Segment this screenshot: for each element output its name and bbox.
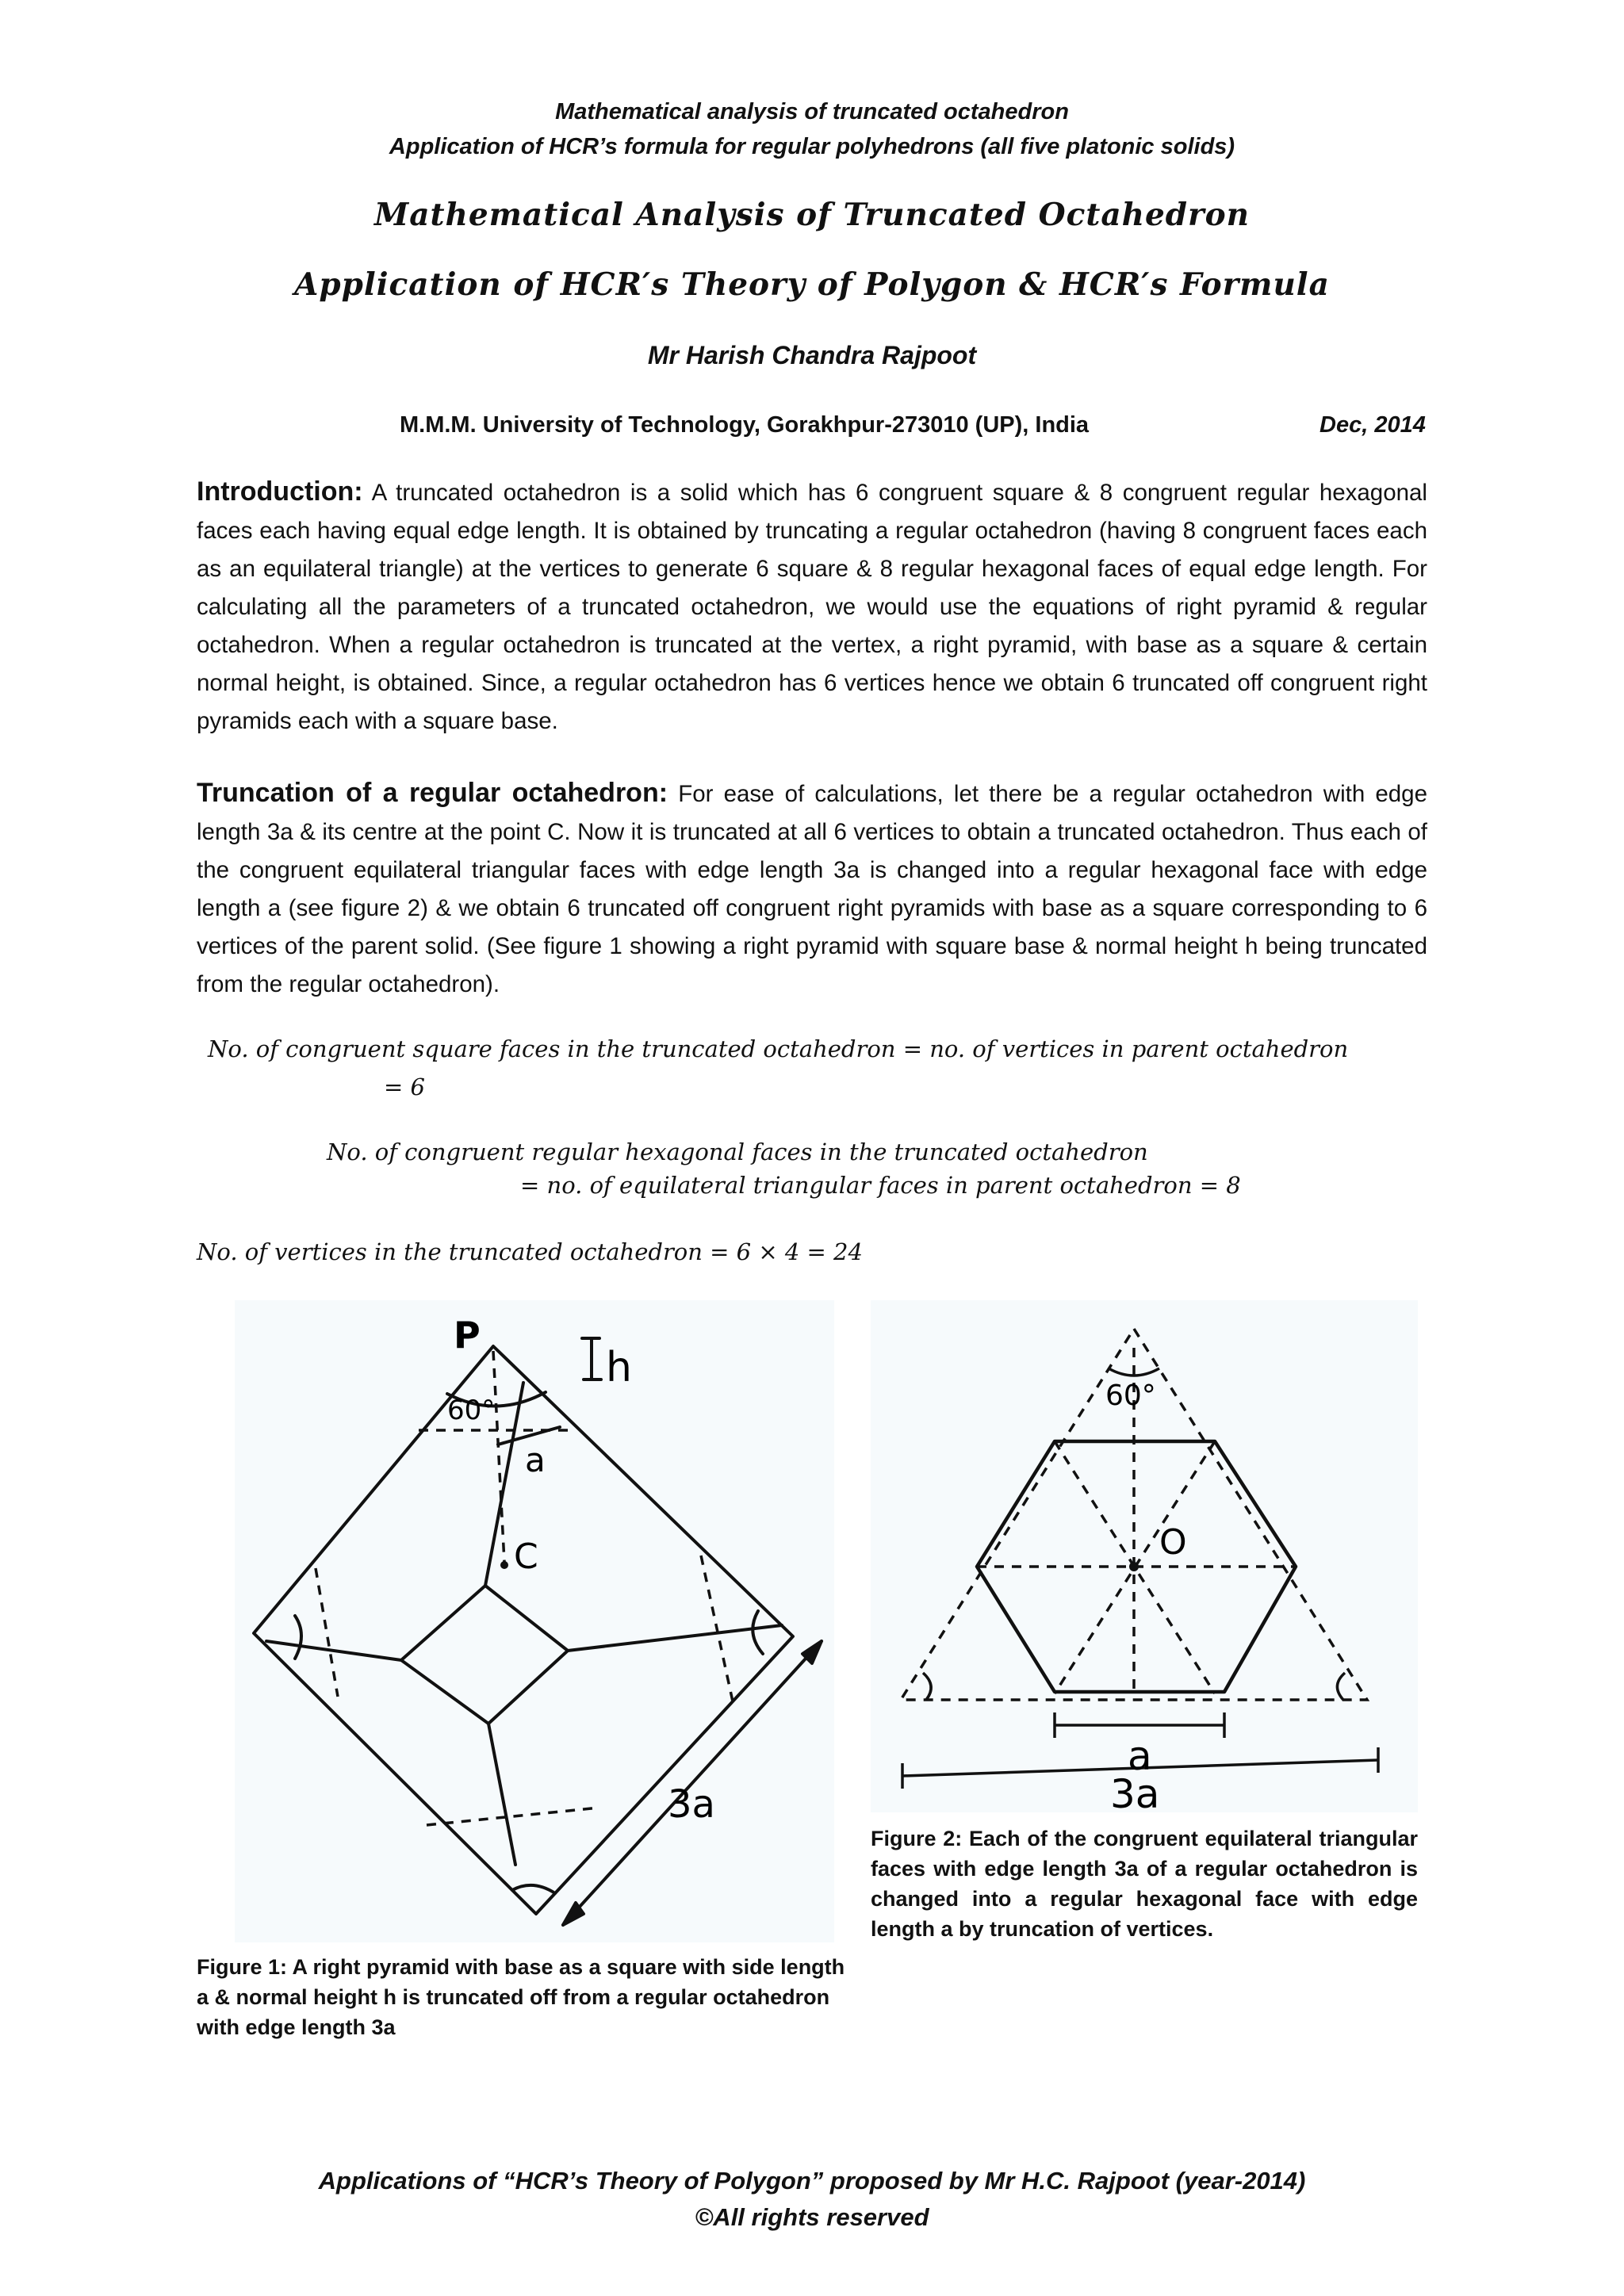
paper-title-line2: Application of HCR′s Theory of Polygon & HCR′s Formula xyxy=(294,266,1330,303)
label-angle-60: 60° xyxy=(447,1395,496,1426)
label-side-3a: 3a xyxy=(668,1782,715,1827)
running-header-line1: Mathematical analysis of truncated octahedron xyxy=(555,99,1069,124)
centre-point xyxy=(1129,1562,1139,1571)
bottom-edge xyxy=(488,1724,515,1865)
label-side-3a: 3a xyxy=(1110,1771,1160,1812)
truncation-text: For ease of calculations, let there be a regular octahedron with edge length 3a & its centre at the point C. Now it is truncated at all 6 vertices to obtain a truncated octahedron. Thus each of the congruent equilateral triangular faces with edge length 3a is changed into a regular hexagonal face with edge length a (see figure 2) & we obtain 6 truncated off congruent right pyramids with base as a square corresponding to 6 vertices of the parent solid. (See figure 1 showing a right pyramid with square base & normal height h being truncated from the regular octahedron). xyxy=(197,781,1427,997)
figure-1-caption: Figure 1: A right pyramid with base as a square with side length a & normal height h is truncated off from a regular octahedron with edge length 3a xyxy=(197,1955,845,2039)
running-header-line2: Application of HCR’s formula for regular polyhedrons (all five platonic solids) xyxy=(389,134,1235,159)
affiliation: M.M.M. University of Technology, Gorakhpur-273010 (UP), India xyxy=(400,412,1090,438)
truncation-line-left xyxy=(316,1568,338,1697)
left-angle-arc xyxy=(923,1673,931,1700)
equation-square-faces: No. of congruent square faces in the truncated octahedron = no. of vertices in parent octahedron xyxy=(208,1035,1349,1062)
label-edge-a: a xyxy=(1128,1733,1152,1779)
truncation-line-bottom xyxy=(427,1808,599,1825)
publication-date: Dec, 2014 xyxy=(1320,412,1426,438)
equation-hexagonal-faces: No. of congruent regular hexagonal faces in the truncated octahedron xyxy=(327,1138,1148,1165)
introduction-text: A truncated octahedron is a solid which has 6 congruent square & 8 congruent regular hexagonal faces each having equal edge length. It is obtained by truncating a regular octahedron (having 8 congruent faces each as an equilateral triangle) at the vertices to generate 6 square & 8 regular hexagonal faces of equal edge length. For calculating all the parameters of a truncated octahedron, we would use the equations of right pyramid & regular octahedron. When a regular octahedron is truncated at the vertex, a right pyramid, with base as a square & certain normal height, is obtained. Since, a regular octahedron has 6 vertices hence we obtain 6 truncated off congruent right pyramids each with a square base. xyxy=(197,480,1427,734)
centre-point xyxy=(500,1561,508,1569)
square-face xyxy=(401,1586,568,1724)
right-edge xyxy=(568,1625,782,1651)
right-angle-arc xyxy=(1337,1673,1345,1700)
author-name: Mr Harish Chandra Rajpoot xyxy=(647,341,977,369)
introduction-paragraph xyxy=(197,473,1427,740)
footer-line1: Applications of “HCR’s Theory of Polygon” proposed by Mr H.C. Rajpoot (year-2014) xyxy=(318,2167,1306,2195)
figure-1 xyxy=(235,1300,834,1942)
label-centre-o: O xyxy=(1159,1522,1187,1563)
figure-2 xyxy=(871,1300,1418,1812)
introduction-heading: Introduction: xyxy=(197,476,363,507)
truncation-heading: Truncation of a regular octahedron: xyxy=(197,778,668,808)
label-height-h: h xyxy=(606,1344,632,1391)
equation-vertices: No. of vertices in the truncated octahedron = 6 × 4 = 24 xyxy=(197,1238,863,1265)
figure-2-caption: Figure 2: Each of the congruent equilateral triangular faces with edge length 3a of a regular octahedron is changed into a regular hexagonal face with edge length a by truncation of vertices. xyxy=(871,1827,1418,1941)
label-centre-c: C xyxy=(514,1536,538,1577)
label-vertex-p: P xyxy=(454,1314,481,1357)
left-angle-arc xyxy=(295,1616,301,1659)
paper-title-line1: Mathematical Analysis of Truncated Octahedron xyxy=(374,197,1250,233)
right-angle-arc xyxy=(753,1611,763,1654)
equation-hexagonal-faces-result: = no. of equilateral triangular faces in parent octahedron = 8 xyxy=(520,1172,1241,1199)
bottom-angle-arc xyxy=(512,1885,555,1893)
label-angle-60: 60° xyxy=(1105,1380,1156,1412)
figure-1-drawing xyxy=(235,1300,834,1942)
left-edge xyxy=(266,1641,401,1660)
truncation-line-right xyxy=(701,1556,733,1701)
label-edge-a: a xyxy=(525,1441,546,1479)
truncation-paragraph xyxy=(197,774,1427,1004)
footer-line2: ©All rights reserved xyxy=(695,2203,929,2231)
figure-2-drawing xyxy=(871,1300,1418,1812)
equation-square-faces-result: = 6 xyxy=(384,1073,425,1100)
